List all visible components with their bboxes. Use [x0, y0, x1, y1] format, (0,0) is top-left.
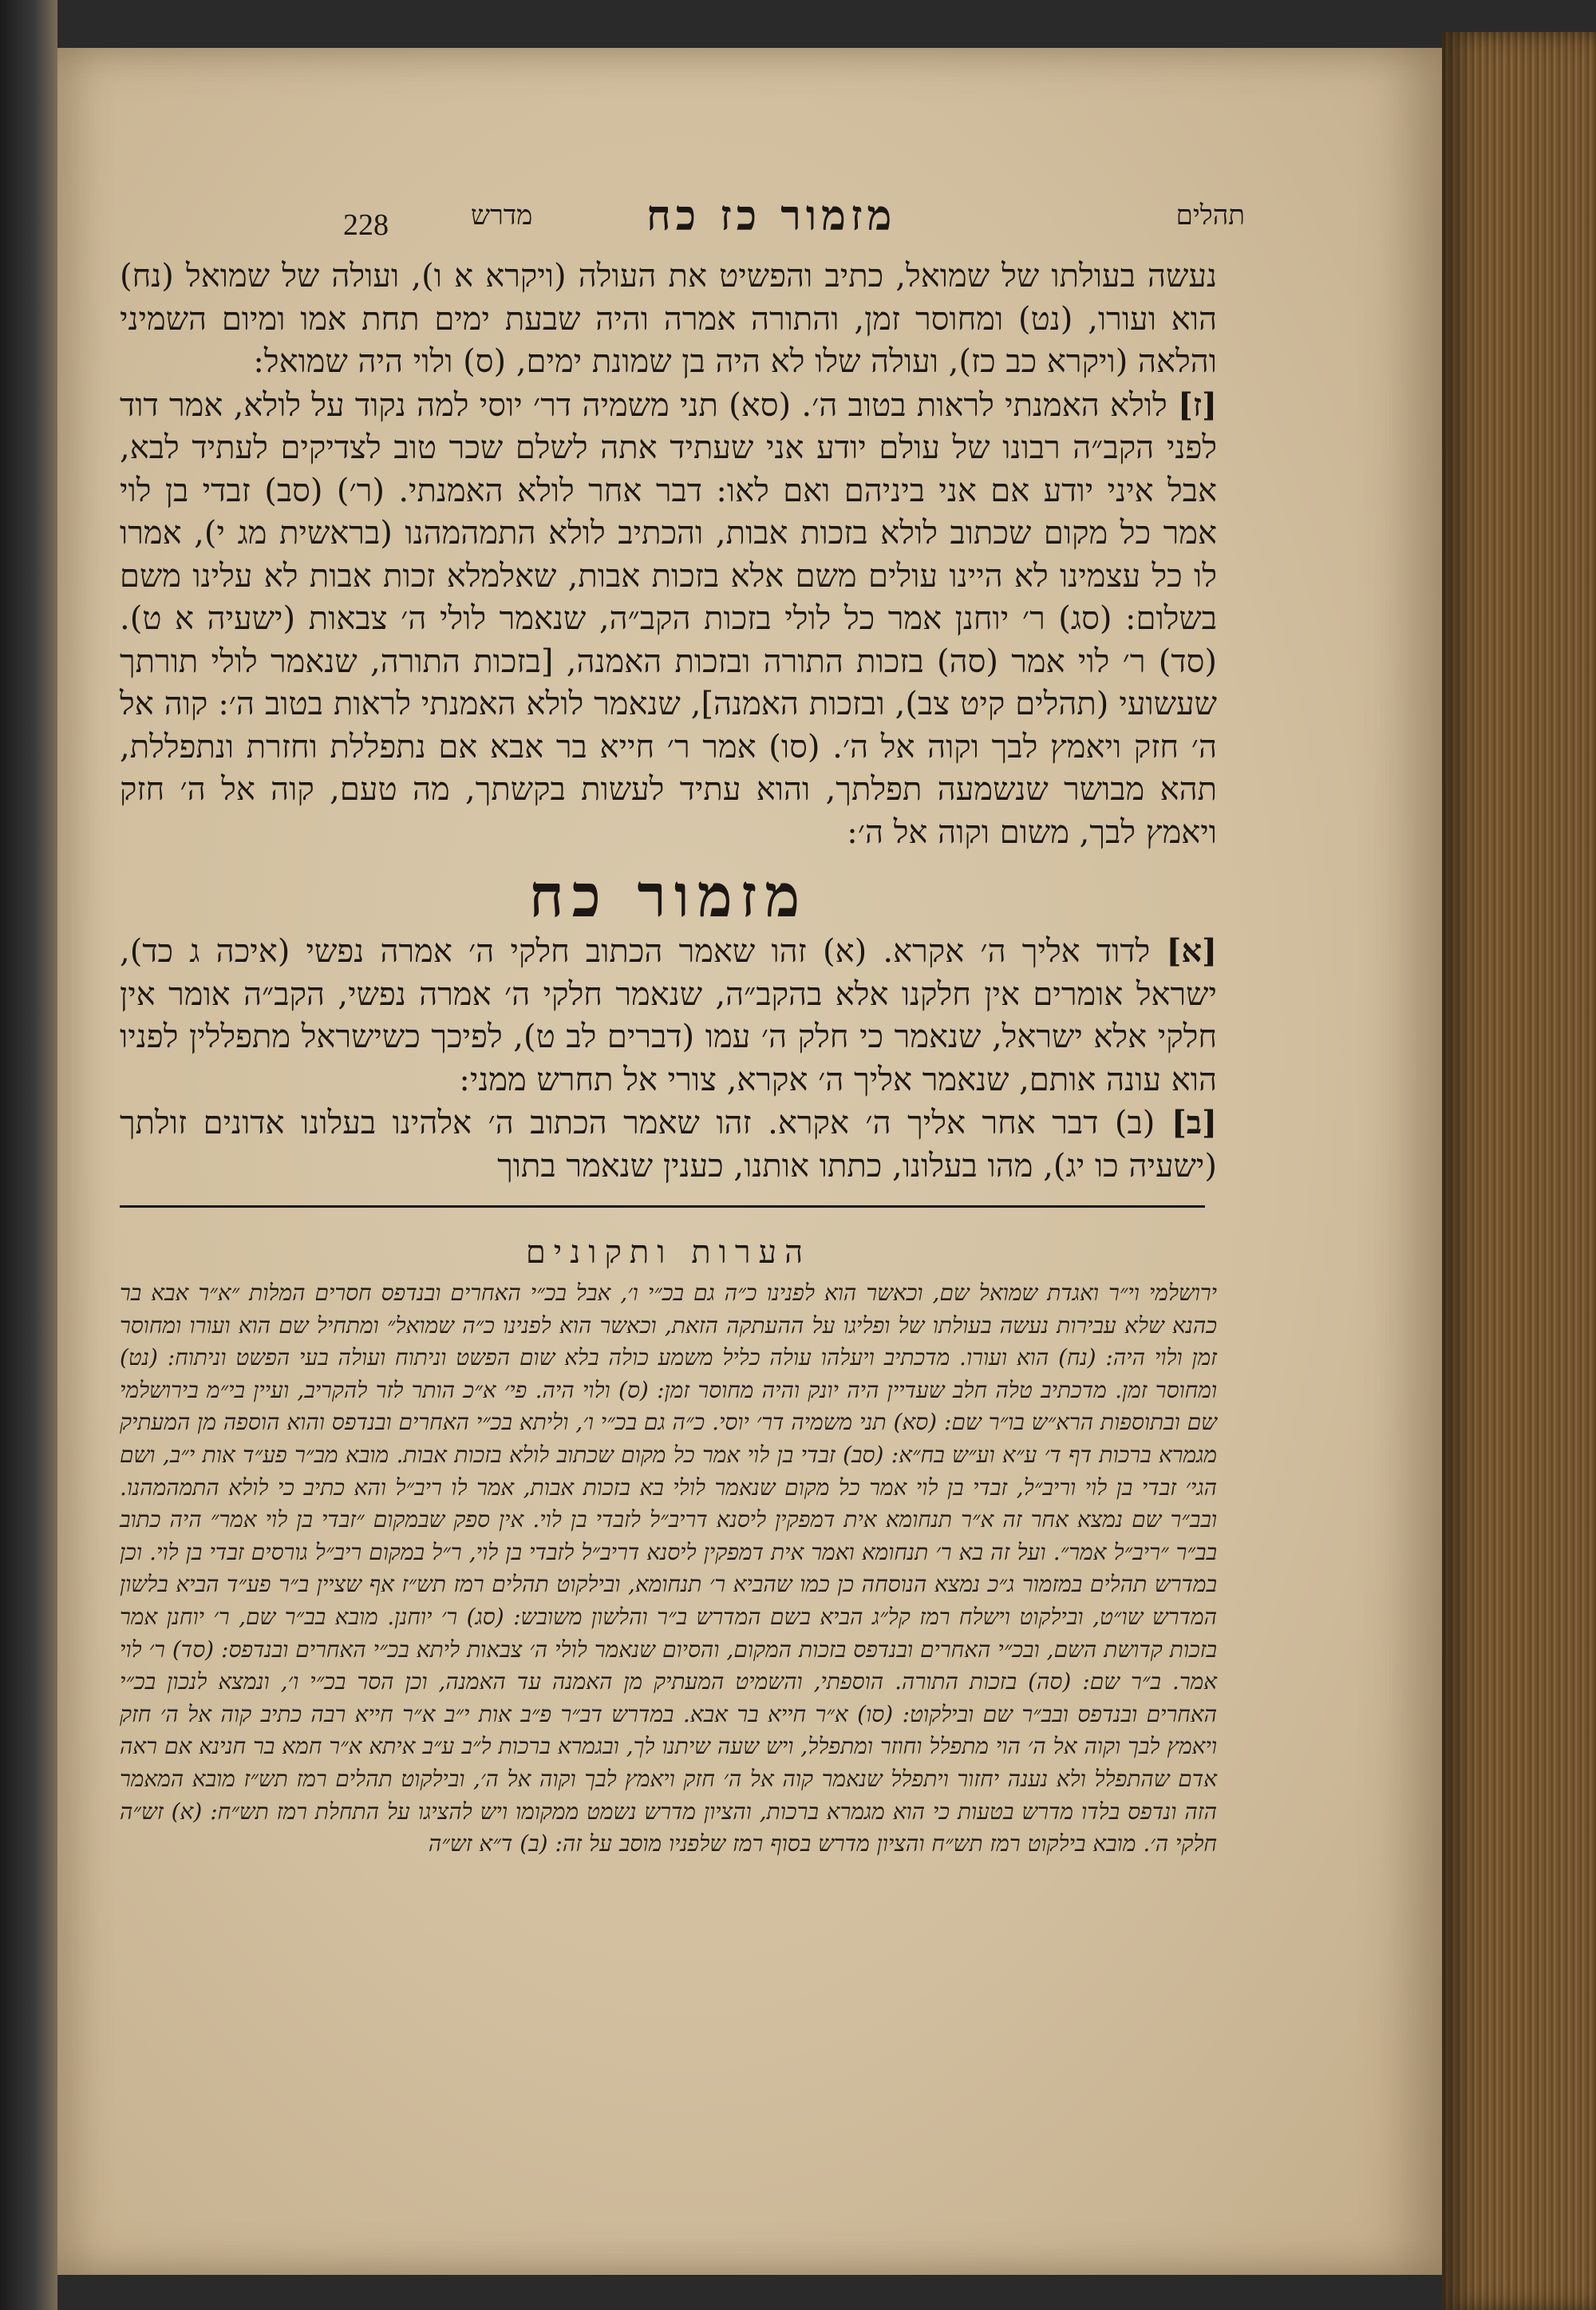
paragraph-body: (ב) דבר אחר אליך ה׳ אקרא. זהו שאמר הכתוב ה׳ אלהינו בעלונו אדונים זולתך (ישעיה כו יג), מהו בעלונו, כתתו אותנו, כענין שנאמר בתוך — [120, 1105, 1217, 1185]
paragraph-label: [ב] — [1171, 1104, 1218, 1141]
paragraph-body: לולא האמנתי לראות בטוב ה׳. (סא) תני משמיה דר׳ יוסי למה נקוד על לולא, אמר דוד לפני הקב״ה רבונו של עולם יודע אני שעתיד אתה לשלם שכר טוב לצדיקים לעתיד לבא, אבל איני יודע אם אני ביניהם ואם לאו: דבר אחר לולא האמנתי. (ר׳) (סב) זבדי בן לוי אמר כל מקום שכתוב לולא בזכות אבות, והכתיב לולא התמהמהנו (בראשית מג י), אמרו לו כל עצמינו לא היינו עולים משם אלא בזכות אבות, שאלמלא זכות אבות לא עלינו משם בשלום: (סג) ר׳ יוחנן אמר כל לולי בזכות הקב״ה, שנאמר לולי ה׳ צבאות (ישעיה א ט). (סד) ר׳ לוי אמר (סה) בזכות התורה ובזכות האמנה, [בזכות התורה, שנאמר לולי תורתך שעשועי (תהלים קיט צב), ובזכות האמנה], שנאמר לולא האמנתי לראות בטוב ה׳: קוה אל ה׳ חזק ויאמץ לבך וקוה אל ה׳. (סו) אמר ר׳ חייא בר אבא אם נתפללת וחזרת ונתפללת, תהא מבושר שנשמעה תפלתך, והוא עתיד לעשות בקשתך, מה טעם, קוה אל ה׳ חזק ויאמץ לבך, משום וקוה אל ה׳: — [120, 386, 1217, 851]
notes-text: ירושלמי וי״ר ואגדת שמואל שם, וכאשר הוא לפנינו כ״ה גם בכ״י ו׳, אבל בכ״י האחרים ובנדפס חסרים המלות ״א״ר אבא בר כהנא שלא עבירות נעשה בעולתו של ופליגו על ההעתקה הזאת, וכאשר הוא לפנינו כ״ה שמואל״ ומתחיל שם הוא ועורו ומחוסר זמן ולוי היה: (נח) הוא ועורו. מדכתיב ויעלהו עולה כליל משמע כולה בלא שום הפשט וניתוח ועולה בעי הפשט וניתוח: (נט) ומחוסר זמן. מדכתיב טלה חלב שעדיין היה יונק והיה מחוסר זמן: (ס) ולוי היה. פי׳ א״כ הותר לזר להקריב, ועיין בי״מ בירושלמי שם ובתוספות הרא״ש בו״ר שם: (סא) תני משמיה דר׳ יוסי. כ״ה גם בכ״י ו׳, וליתא בכ״י האחרים ובנדפס והוא הוספה מן המעתיק מגמרא ברכות דף ד׳ ע״א וע״ש בח״א: (סב) זבדי בן לוי אמר כל מקום שכתוב לולא בזכות אבות. מובא מב״ר פע״ד אות י״ב, ושם הגי׳ זבדי בן לוי וריב״ל, זבדי בן לוי אמר כל מקום שנאמר לולי בא בזכות אבות, אמר לו ריב״ל והא כתיב כי לולא התמהמהנו. ובב״ר שם נמצא אחר זה א״ר תנחומא אית דמפקין ליסנא דריב״ל לזבדי בן לוי. אין ספק שבמקום ״זבדי בן לוי אמר״ היה כתוב בב״ר ״ריב״ל אמר״. ועל זה בא ר׳ תנחומא ואמר אית דמפקין ליסנא דריב״ל לזבדי בן לוי, ר״ל במקום ריב״ל גורסים זבדי בן לוי. וכן במדרש תהלים במזמור ג״כ נמצא הנוסחה כן כמו שהביא ר׳ תנחומא, ובילקוט תהלים רמז תש״ז אף שציין ב״ר פע״ד הביא בלשון המדרש שו״ט, ובילקוט וישלח רמז קל״ג הביא בשם המדרש ב״ר והלשון משובש: (סג) ר׳ יוחנן. מובא בב״ר שם, ר׳ יוחנן אמר בזכות קדושת השם, ובכ״י האחרים ובנדפס בזכות המקום, והסיום שנאמר לולי ה׳ צבאות ליתא בכ״י האחרים ובנדפס: (סד) ר׳ לוי אמר. ב״ר שם: (סה) בזכות התורה. הוספתי, והשמיט המעתיק מן האמנה עד האמנה, וכן הסר בכ״י ו׳, ונמצא לנכון בכ״י האחרים ובנדפס ובב״ר שם ובילקוט: (סו) א״ר חייא בר אבא. במדרש דב״ר פ״ב אות י״ב א״ר חייא רבה כתיב קוה אל ה׳ חזק ויאמץ לבך וקוה אל ה׳ הוי מתפלל וחוזר ומתפלל, ויש שעה שיתנו לך, ובגמרא ברכות ל״ב ע״ב איתא א״ר חמא בר חנינא אם ראה אדם שהתפלל ולא נענה יחזור ויתפלל שנאמר קוה אל ה׳ חזק ויאמץ לבך וקוה אל ה׳, ובילקוט תהלים רמז תש״ז מובא המאמר הזה ונדפס בלדו מדרש בטעות כי הוא מגמרא ברכות, והציון מדרש נשמט ממקומו ויש להציגו על התחלת רמז תש״ח: (א) זש״ה חלקי ה׳. מובא בילקוט רמז תש״ח והציון מדרש בסוף רמז שלפניו מוסב על זה: (ב) ד״א זש״ה — [120, 1280, 1217, 1857]
paragraph-1 — [120, 930, 1217, 1102]
paragraph-body: לדוד אליך ה׳ אקרא. (א) זהו שאמר הכתוב חלקי ה׳ אמרה נפשי (איכה ג כד), ישראל אומרים אין חלקנו אלא בהקב״ה, שנאמר חלקי ה׳ אמרה נפשי, הקב״ה אומר אין חלקי אלא ישראל, שנאמר כי חלק ה׳ עמו (דברים לב ט), לפיכך כשישראל מתפללין לפניו הוא עונה אותם, שנאמר אליך ה׳ אקרא, צורי אל תחרש ממני: — [120, 933, 1217, 1098]
paragraph-continuation: נעשה בעולתו של שמואל, כתיב והפשיט את העולה (ויקרא א ו), ועולה של שמואל (נח) הוא ועורו, (נט) ומחוסר זמן, והתורה אמרה והיה שבעת ימים תחת אמו ומיום השמיני והלאה (ויקרא כב כז), ועולה שלו לא היה בן שמונת ימים, (ס) ולוי היה שמואל: — [120, 258, 1217, 380]
running-head-left: מדרש — [471, 200, 533, 231]
notes-heading: הערות ותקונים — [525, 1234, 812, 1271]
running-head-right: תהלים — [1175, 200, 1245, 231]
main-text-block — [120, 255, 1217, 854]
paragraph-7 — [120, 384, 1217, 855]
book-fore-edge — [1442, 32, 1596, 2310]
running-head-title: מזמור כז כח — [646, 192, 897, 240]
page-number: 228 — [343, 208, 389, 242]
main-text-block-2 — [120, 930, 1217, 1188]
section-heading: מזמור כח — [528, 862, 808, 931]
paragraph-label: [א] — [1166, 932, 1217, 970]
binding-shadow — [0, 0, 57, 2310]
paragraph-2 — [120, 1102, 1217, 1188]
paragraph-label: [ז] — [1177, 386, 1217, 424]
running-head — [343, 192, 1245, 263]
notes-divider — [120, 1205, 1205, 1208]
